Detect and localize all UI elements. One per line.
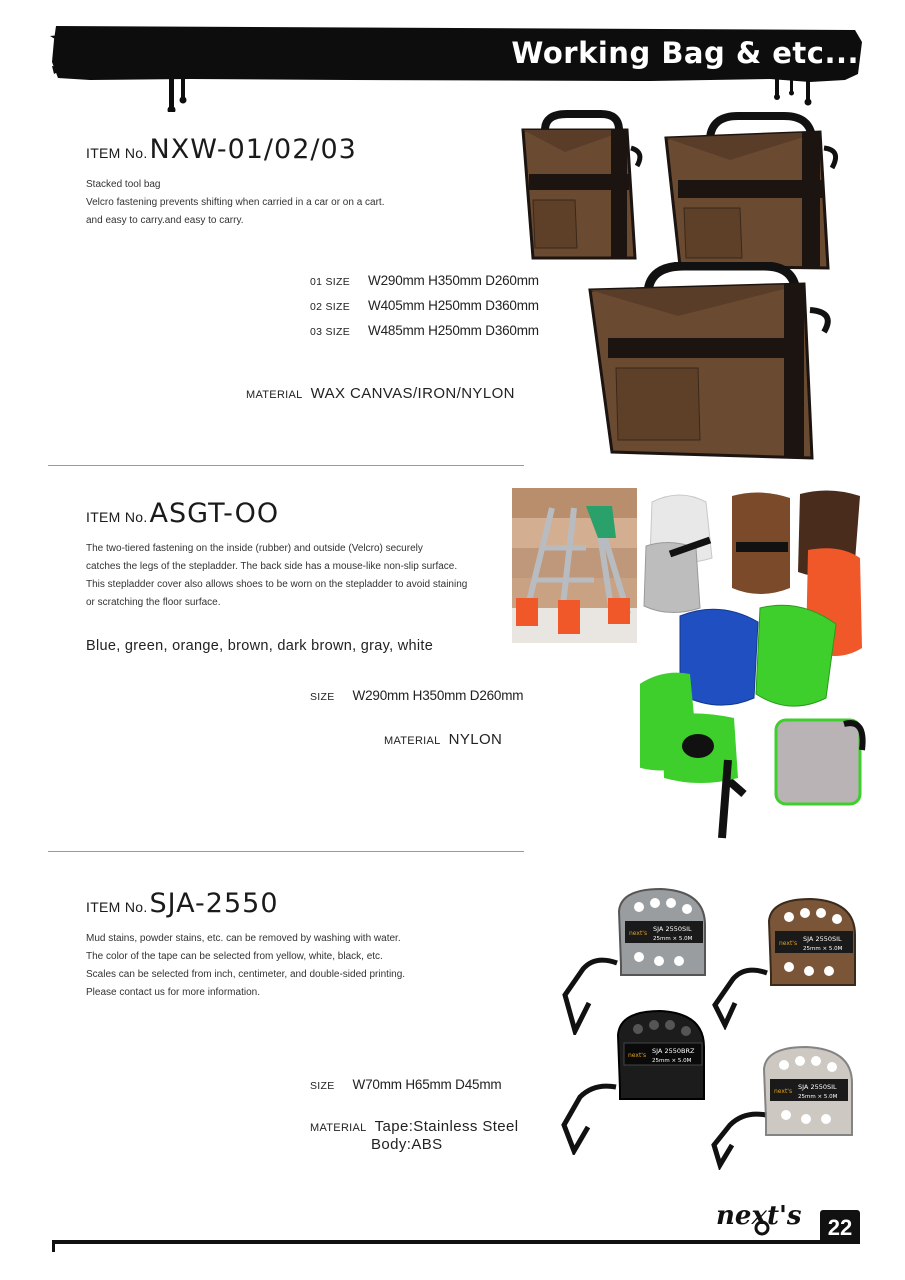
size-label: 01 SIZE: [310, 276, 351, 288]
item-heading: [86, 498, 279, 529]
tape-spec: 25mm × 5.0M: [798, 1094, 838, 1100]
item-prefix: ITEM No.: [86, 145, 148, 161]
stepladder-covers-image: [640, 488, 868, 848]
section-divider: [48, 851, 524, 852]
tape-brand: next's: [628, 1052, 647, 1059]
description-line: Scales can be selected from inch, centimeter, and double-sided printing.: [86, 969, 406, 980]
item-heading: [86, 134, 357, 165]
size-label: SIZE: [310, 1080, 335, 1092]
size-row: [310, 323, 539, 348]
tape-measure-bronze-image: [705, 895, 860, 1030]
tape-model: SJA 2550SIL: [798, 1083, 837, 1091]
item-code: SJA-2550: [149, 888, 279, 919]
footer-rule-tick: [52, 1240, 55, 1252]
size-value: W70mm H65mm D45mm: [352, 1077, 502, 1092]
stepladder-photo: [512, 488, 637, 643]
material-value: Body:ABS: [371, 1136, 443, 1153]
item-description: [86, 540, 467, 612]
material-label: MATERIAL: [384, 735, 441, 747]
size-label: 02 SIZE: [310, 301, 351, 313]
tape-brand: next's: [774, 1088, 793, 1095]
size-value: W290mm H350mm D260mm: [368, 273, 539, 288]
material-label: MATERIAL: [310, 1122, 367, 1134]
item-prefix: ITEM No.: [86, 509, 148, 525]
material-value: Tape:Stainless Steel: [374, 1118, 519, 1135]
size-value: W485mm H250mm D360mm: [368, 323, 539, 338]
item-code: NXW-01/02/03: [149, 134, 357, 165]
item-description: [86, 930, 405, 1002]
item-code: ASGT-OO: [149, 498, 280, 529]
item-description: [86, 176, 385, 230]
color-options: Blue, green, orange, brown, dark brown, gray, white: [86, 638, 434, 654]
item-prefix: ITEM No.: [86, 899, 148, 915]
material-row: [246, 385, 515, 402]
material-row: [310, 1118, 519, 1153]
tape-model: SJA 2550BRZ: [652, 1047, 695, 1055]
size-row: [310, 298, 539, 323]
tape-spec: 25mm × 5.0M: [653, 936, 693, 942]
tape-measure-black-image: [550, 1005, 710, 1155]
description-line: catches the legs of the stepladder. The back side has a mouse-like non-slip surface.: [86, 561, 458, 572]
size-label: 03 SIZE: [310, 326, 351, 338]
tape-spec: 25mm × 5.0M: [652, 1058, 692, 1064]
nexts-logo: [716, 1192, 822, 1236]
description-line: Velcro fastening prevents shifting when carried in a car or on a cart.: [86, 197, 385, 208]
tape-measure-clear-image: [700, 1045, 860, 1170]
size-row: [310, 273, 539, 298]
material-label: MATERIAL: [246, 389, 303, 401]
size-value: W290mm H350mm D260mm: [352, 688, 524, 703]
logo-text: next's: [716, 1201, 802, 1231]
size-value: W405mm H250mm D360mm: [368, 298, 539, 313]
tool-bag-medium-image: [660, 108, 846, 278]
material-row: [384, 731, 502, 748]
size-list: [310, 273, 539, 348]
material-value: NYLON: [448, 731, 503, 748]
description-line: Stacked tool bag: [86, 179, 161, 190]
footer-rule: [52, 1240, 824, 1244]
description-line: This stepladder cover also allows shoes to be worn on the stepladder to avoid staining: [86, 579, 468, 590]
page-title: Working Bag & etc...: [511, 36, 859, 70]
size-row: [310, 1077, 501, 1092]
tape-spec: 25mm × 5.0M: [803, 946, 843, 952]
description-line: Mud stains, powder stains, etc. can be removed by washing with water.: [86, 933, 401, 944]
material-value: WAX CANVAS/IRON/NYLON: [310, 385, 515, 402]
size-label: SIZE: [310, 691, 335, 703]
tape-model: SJA 2550SIL: [803, 935, 842, 943]
item-heading: [86, 888, 279, 919]
description-line: The two-tiered fastening on the inside (rubber) and outside (Velcro) securely: [86, 543, 423, 554]
description-line: or scratching the floor surface.: [86, 597, 221, 608]
description-line: and easy to carry.and easy to carry.: [86, 215, 244, 226]
tape-brand: next's: [779, 940, 798, 947]
description-line: Please contact us for more information.: [86, 987, 260, 998]
description-line: The color of the tape can be selected from yellow, white, black, etc.: [86, 951, 383, 962]
tape-model: SJA 2550SIL: [653, 925, 692, 933]
size-row: [310, 688, 523, 703]
tape-brand: next's: [629, 930, 648, 937]
tool-bag-small-image: [515, 108, 650, 266]
tool-bag-large-image: [588, 262, 844, 464]
section-divider: [48, 465, 524, 466]
page-number: 22: [820, 1210, 860, 1244]
